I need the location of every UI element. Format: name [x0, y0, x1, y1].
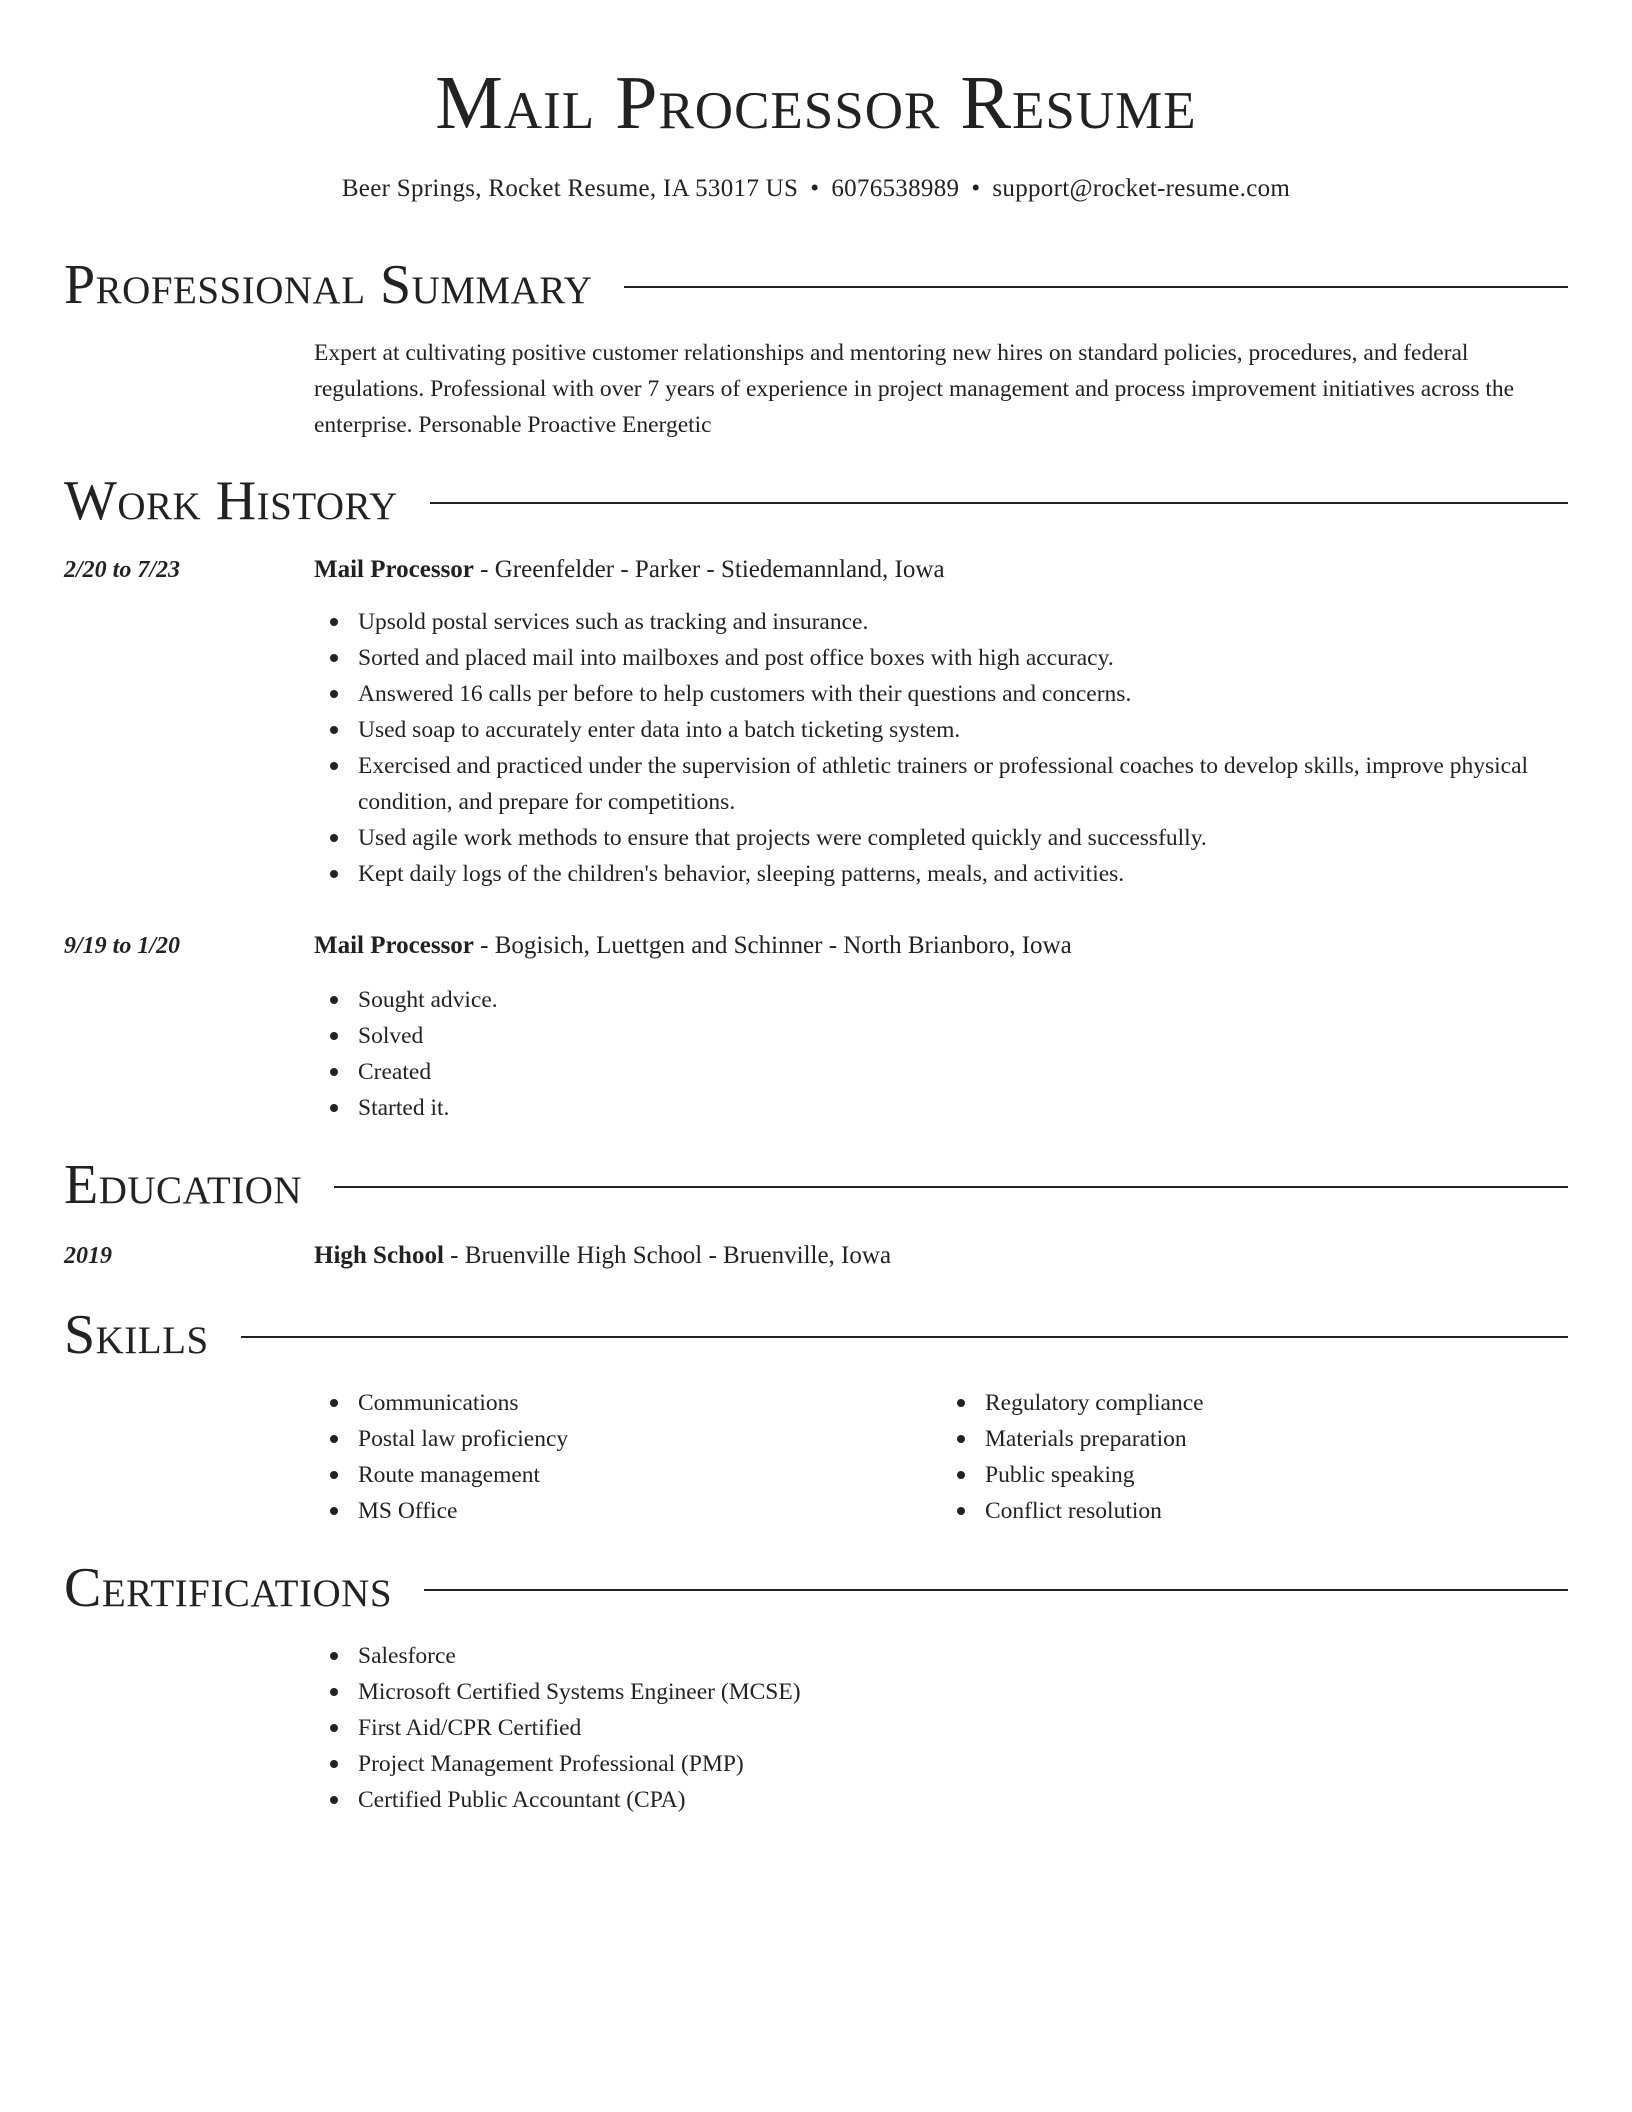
list-item: Started it. — [358, 1090, 1568, 1126]
contact-line — [0, 172, 1632, 206]
section-divider — [430, 502, 1568, 504]
skill-item: Conflict resolution — [985, 1493, 1568, 1529]
list-item: Used soap to accurately enter data into a batch ticketing system. — [358, 712, 1568, 748]
skill-item: Regulatory compliance — [985, 1385, 1568, 1421]
list-item: Created — [358, 1054, 1568, 1090]
skill-item: Materials preparation — [985, 1421, 1568, 1457]
summary-section-header — [64, 250, 1568, 320]
work-section-header — [64, 466, 1568, 536]
contact-phone[interactable]: 6076538989 — [831, 175, 960, 202]
job-title: Mail Processor — [314, 932, 474, 959]
job-employer: - Bogisich, Luettgen and Schinner - North Brianboro, Iowa — [473, 932, 1072, 959]
skill-item: Communications — [358, 1385, 941, 1421]
skill-item: Postal law proficiency — [358, 1421, 941, 1457]
list-item: Sorted and placed mail into mailboxes and post office boxes with high accuracy. — [358, 640, 1568, 676]
resume-title: Mail Processor Resume — [435, 61, 1197, 145]
job-bullets — [314, 982, 1568, 1126]
certification-item: Project Management Professional (PMP) — [358, 1746, 1568, 1782]
section-divider — [334, 1186, 1568, 1188]
list-item: Exercised and practiced under the supervision of athletic trainers or professional coaches to develop skills, improve physical condition, and prepare for competitions. — [358, 748, 1568, 820]
education-year: 2019 — [64, 1243, 112, 1269]
list-item: Kept daily logs of the children's behavior, sleeping patterns, meals, and activities. — [358, 856, 1568, 892]
job-dates: 9/19 to 1/20 — [64, 933, 181, 959]
section-divider — [424, 1589, 1568, 1591]
education-degree: High School — [314, 1242, 444, 1269]
certification-item: First Aid/CPR Certified — [358, 1710, 1568, 1746]
job-title: Mail Processor — [314, 556, 474, 583]
contact-email[interactable]: support@rocket-resume.com — [992, 175, 1291, 202]
job-entry — [314, 928, 1568, 1126]
certifications-bullets — [314, 1638, 1568, 1818]
certification-item: Salesforce — [358, 1638, 1568, 1674]
job-entry — [314, 552, 1568, 892]
summary-text: Expert at cultivating positive customer relationships and mentoring new hires on standard policies, procedures, and federal regulations. Professional with over 7 years of experience in project management and process improvement initiatives across the enterprise. Personable Proactive Energetic — [314, 340, 1515, 438]
list-item: Used agile work methods to ensure that projects were completed quickly and successfully. — [358, 820, 1568, 856]
list-item: Solved — [358, 1018, 1568, 1054]
education-entry — [314, 1238, 1568, 1274]
skills-section-header — [64, 1300, 1568, 1370]
skill-item: Public speaking — [985, 1457, 1568, 1493]
contact-address: Beer Springs, Rocket Resume, IA 53017 US — [341, 175, 799, 202]
skills-list — [314, 1385, 1568, 1529]
section-divider — [241, 1336, 1568, 1338]
certifications-list — [314, 1638, 1568, 1818]
education-section-header — [64, 1150, 1568, 1220]
skills-column-right — [941, 1385, 1568, 1529]
work-heading: Work History — [64, 470, 398, 532]
job-heading — [314, 928, 1568, 964]
certification-item: Microsoft Certified Systems Engineer (MCSE) — [358, 1674, 1568, 1710]
job-dates: 2/20 to 7/23 — [64, 557, 181, 583]
job-heading — [314, 552, 1568, 588]
certifications-section-header — [64, 1553, 1568, 1623]
skills-heading: Skills — [64, 1304, 209, 1366]
list-item: Sought advice. — [358, 982, 1568, 1018]
list-item: Upsold postal services such as tracking and insurance. — [358, 604, 1568, 640]
list-item: Answered 16 calls per before to help customers with their questions and concerns. — [358, 676, 1568, 712]
skill-item: MS Office — [358, 1493, 941, 1529]
summary-heading: Professional Summary — [64, 254, 593, 316]
education-school: - Bruenville High School - Bruenville, Iowa — [443, 1242, 892, 1269]
education-heading: Education — [64, 1154, 303, 1216]
contact-separator: • — [810, 175, 820, 202]
skill-item: Route management — [358, 1457, 941, 1493]
certifications-heading: Certifications — [64, 1557, 393, 1619]
certification-item: Certified Public Accountant (CPA) — [358, 1782, 1568, 1818]
job-employer: - Greenfelder - Parker - Stiedemannland, Iowa — [473, 556, 945, 583]
job-bullets — [314, 604, 1568, 892]
contact-separator: • — [971, 175, 981, 202]
section-divider — [624, 286, 1568, 288]
skills-column-left — [314, 1385, 941, 1529]
